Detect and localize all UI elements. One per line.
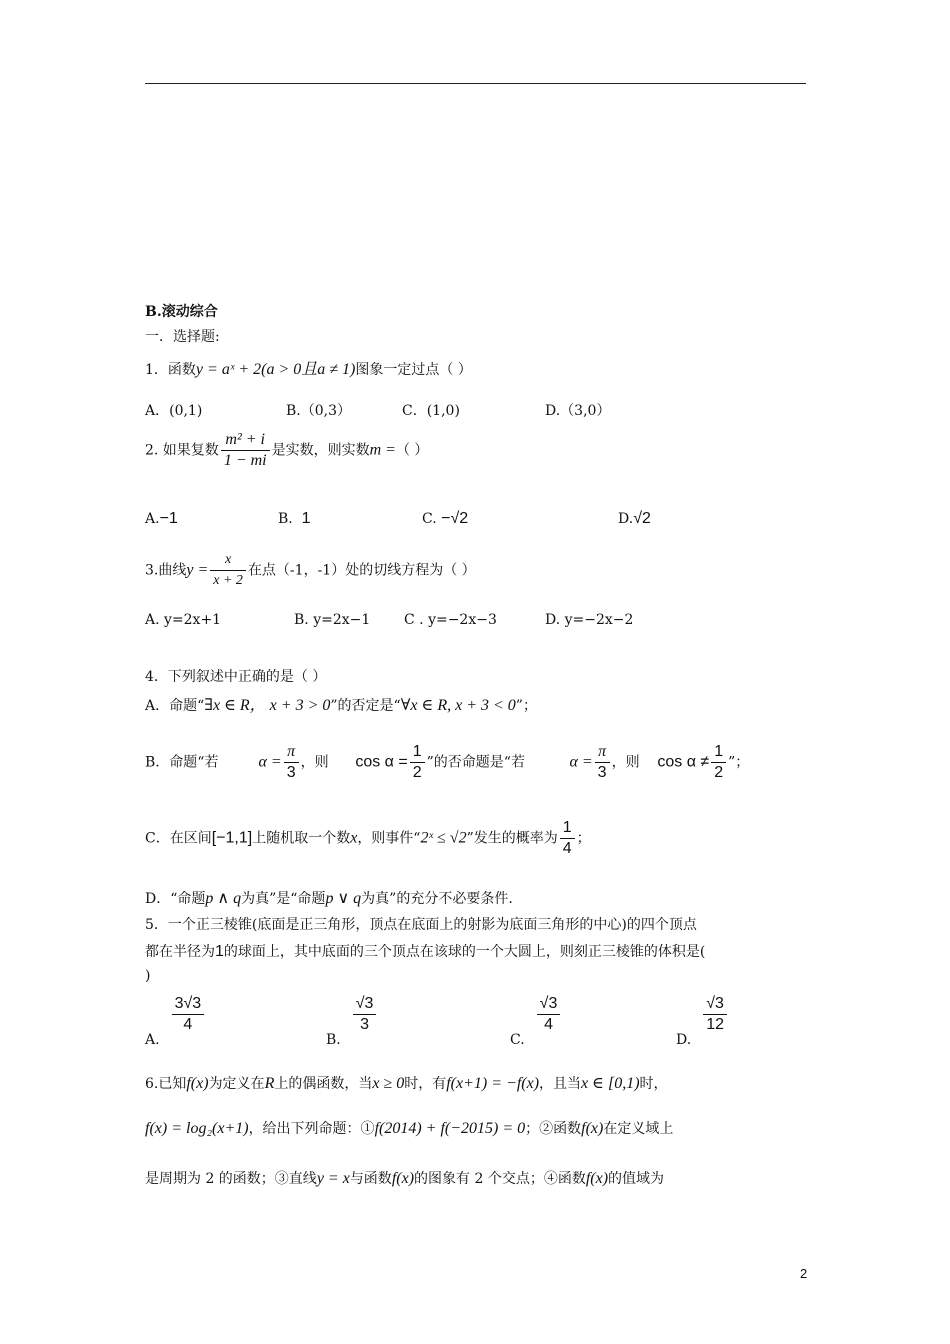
q1-option-c: C．(1,0) [402, 403, 460, 419]
q4-option-c: C．在区间[−1,1]上随机取一个数x，则事件“2ˣ ≤ √2”发生的概率为 $\frac{1}{4}$ ； [145, 819, 591, 857]
question-3: 3.曲线y = $\frac{x}{x + 2}$ 在点（-1，-1）处的切线方程为（ ） [145, 550, 476, 591]
q4-option-d: D．“命题p ∧ q为真”是“命题p ∨ q为真”的充分不必要条件. [145, 890, 513, 907]
question-6-line1: 6.已知f(x)为定义在R上的偶函数，当x ≥ 0时，有f(x+1) = −f(x)，且当x ∈ [0,1)时， [145, 1075, 668, 1092]
question-6-line3: 是周期为 2 的函数；③直线y = x与函数f(x)的图象有 2 个交点；④函数f(x)的值域为 [145, 1170, 665, 1187]
q2-fraction: $\frac{\text{m² + i}}{1 - mi}$ [221, 430, 270, 471]
q2-option-c: C. −√2 [422, 510, 469, 527]
part-heading: 一．选择题: [145, 329, 220, 345]
question-2: 2. 如果复数 $\frac{\text{m² + i}}{1 - mi}$ 是实数，则实数m =（ ） [145, 431, 429, 469]
q4-option-b: B．命题“若 α = $\frac{\pi}{3}$ ，则 cos α = $\frac{1}{2}$ ”的否命题是“若 α = $\frac{\pi}{3}$ ，则 cos α ≠ $\frac{1}{2}$ ”； [145, 743, 750, 781]
question-1: 1．函数y = aˣ + 2(a > 0且a ≠ 1)图象一定过点（ ） [145, 361, 472, 378]
q1-option-a: A．(0,1) [145, 403, 203, 419]
section-title: B.滚动综合 [145, 304, 218, 320]
q5-option-a: A. $\frac{3√3}{4}$ [145, 992, 206, 1062]
q5-option-c: C. $\frac{√3}{4}$ [510, 992, 562, 1062]
q2-option-b: B. 1 [278, 510, 311, 527]
question-5-line1: 5．一个正三棱锥(底面是正三角形，顶点在底面上的射影为底面三角形的中心)的四个顶点 [145, 917, 697, 933]
question-6-line2: f(x) = log₂(x+1)，给出下列命题：①f(2014) + f(−2015) = 0；②函数f(x)在定义域上 [145, 1120, 674, 1137]
q3-option-d: D. y=−2x−2 [545, 612, 634, 628]
question-5-line3: ) [145, 968, 151, 984]
q3-fraction: $\frac{x}{x + 2}$ [210, 550, 246, 591]
q1-formula: y = aˣ + 2(a > 0且a ≠ 1) [195, 361, 356, 378]
q3-option-a: A. y=2x+1 [145, 612, 222, 628]
question-5-line2: 都在半径为1的球面上，其中底面的三个顶点在该球的一个大圆上，则刻正三棱锥的体积是( [145, 943, 706, 960]
q2-option-d: D.√2 [618, 510, 651, 527]
q5-option-b: B. $\frac{√3}{3}$ [326, 992, 378, 1062]
header-rule [145, 83, 806, 84]
q1-option-b: B.（0,3） [286, 403, 352, 419]
q1-option-d: D.（3,0） [545, 403, 611, 419]
q3-option-b: B. y=2x−1 [294, 612, 371, 628]
q4-option-a: A．命题“∃x ∈ R， x + 3 > 0”的否定是“∀x ∈ R, x + 3 < 0”； [145, 697, 537, 714]
q2-option-a: A.−1 [145, 510, 178, 527]
page-number: 2 [800, 1266, 808, 1281]
q5-option-d: D. $\frac{√3}{12}$ [676, 992, 729, 1062]
q3-option-c: C . y=−2x−3 [404, 612, 497, 628]
question-4-stem: 4．下列叙述中正确的是（ ） [145, 669, 327, 685]
